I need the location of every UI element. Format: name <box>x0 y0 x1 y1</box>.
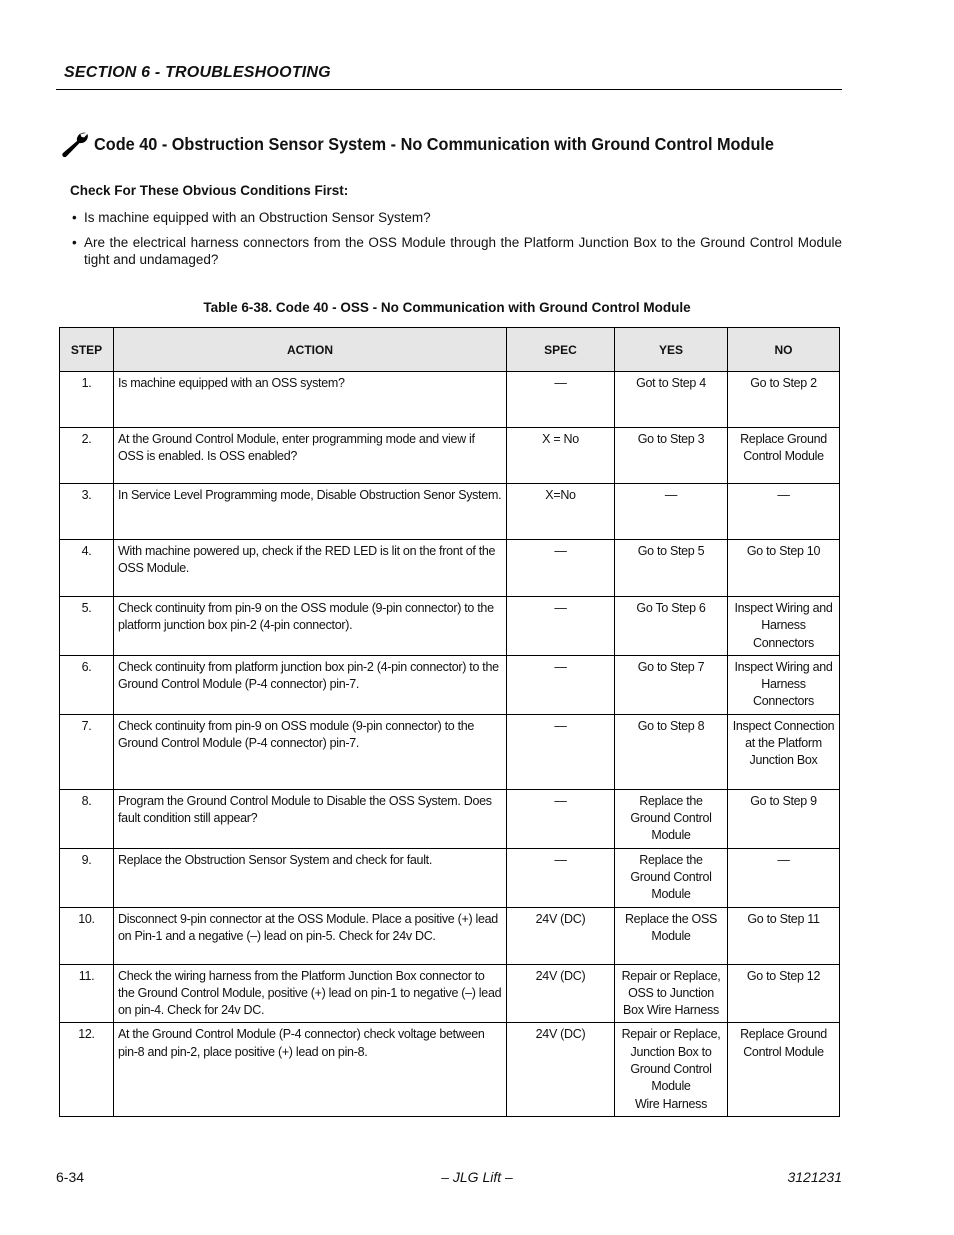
header-yes: YES <box>615 328 728 372</box>
title-block <box>60 130 825 158</box>
page-number: 6-34 <box>56 1169 85 1185</box>
no-cell: Inspect Wiring and Harness Connectors <box>728 597 840 656</box>
spec-cell: X = No <box>507 428 615 484</box>
action-cell: Check continuity from pin-9 on OSS module (9-pin connector) to the Ground Control Module (P-4 connector) pin-7. <box>114 714 507 789</box>
table-row <box>60 484 840 540</box>
action-cell: Is machine equipped with an OSS system? <box>114 372 507 428</box>
step-cell: 6. <box>60 655 114 714</box>
table-row <box>60 372 840 428</box>
spec-cell: — <box>507 597 615 656</box>
no-cell: Go to Step 11 <box>728 907 840 964</box>
yes-cell: Go to Step 7 <box>615 655 728 714</box>
bullet-item <box>72 234 842 268</box>
wrench-icon <box>60 130 90 158</box>
table-title: Table 6-38. Code 40 - OSS - No Communication with Ground Control Module <box>203 300 691 315</box>
header-spec: SPEC <box>507 328 615 372</box>
spec-cell: — <box>507 714 615 789</box>
yes-cell: Replace the OSS Module <box>615 907 728 964</box>
action-cell: In Service Level Programming mode, Disable Obstruction Senor System. <box>114 484 507 540</box>
no-cell: — <box>728 848 840 907</box>
step-cell: 2. <box>60 428 114 484</box>
step-cell: 4. <box>60 540 114 597</box>
troubleshooting-table <box>59 327 840 1117</box>
bullet-item <box>72 209 842 226</box>
spec-cell: 24V (DC) <box>507 964 615 1023</box>
table-row <box>60 907 840 964</box>
footer-brand: – JLG Lift – <box>441 1169 513 1185</box>
yes-cell: Got to Step 4 <box>615 372 728 428</box>
step-cell: 9. <box>60 848 114 907</box>
step-cell: 10. <box>60 907 114 964</box>
no-cell: Replace Ground Control Module <box>728 1023 840 1116</box>
no-cell: Go to Step 2 <box>728 372 840 428</box>
table-row <box>60 1023 840 1116</box>
action-cell: At the Ground Control Module, enter programming mode and view if OSS is enabled. Is OSS enabled? <box>114 428 507 484</box>
spec-cell: 24V (DC) <box>507 1023 615 1116</box>
spec-cell: 24V (DC) <box>507 907 615 964</box>
header-rule <box>56 89 842 90</box>
action-cell: Replace the Obstruction Sensor System and check for fault. <box>114 848 507 907</box>
step-cell: 5. <box>60 597 114 656</box>
spec-cell: — <box>507 848 615 907</box>
bullet-text: Are the electrical harness connectors from the OSS Module through the Platform Junction Box to the Ground Control Module tight and undamaged? <box>84 235 842 267</box>
table-row <box>60 714 840 789</box>
action-cell: With machine powered up, check if the RED LED is lit on the front of the OSS Module. <box>114 540 507 597</box>
table-row <box>60 848 840 907</box>
yes-cell: Replace the Ground Control Module <box>615 848 728 907</box>
table-row <box>60 789 840 848</box>
section-header: SECTION 6 - TROUBLESHOOTING <box>64 64 331 81</box>
yes-cell: Go to Step 8 <box>615 714 728 789</box>
check-heading: Check For These Obvious Conditions First: <box>70 183 349 198</box>
action-cell: Disconnect 9-pin connector at the OSS Module. Place a positive (+) lead on Pin-1 and a negative (–) lead on pin-5. Check for 24v DC. <box>114 907 507 964</box>
no-cell: Inspect Connection at the Platform Junction Box <box>728 714 840 789</box>
yes-cell: Go To Step 6 <box>615 597 728 656</box>
no-cell: Replace Ground Control Module <box>728 428 840 484</box>
step-cell: 7. <box>60 714 114 789</box>
table-row <box>60 655 840 714</box>
page-title: Code 40 - Obstruction Sensor System - No Communication with Ground Control Module <box>94 133 774 154</box>
spec-cell: — <box>507 655 615 714</box>
yes-cell: Repair or Replace, Junction Box to Ground Control Module Wire Harness <box>615 1023 728 1116</box>
action-cell: At the Ground Control Module (P-4 connector) check voltage between pin-8 and pin-2, place positive (+) lead on pin-8. <box>114 1023 507 1116</box>
spec-cell: X=No <box>507 484 615 540</box>
no-cell: Go to Step 10 <box>728 540 840 597</box>
doc-number: 3121231 <box>787 1169 842 1185</box>
spec-cell: — <box>507 540 615 597</box>
header-step: STEP <box>60 328 114 372</box>
table-row <box>60 540 840 597</box>
yes-cell: Go to Step 3 <box>615 428 728 484</box>
yes-cell: Go to Step 5 <box>615 540 728 597</box>
no-cell: Inspect Wiring and Harness Connectors <box>728 655 840 714</box>
table-row <box>60 428 840 484</box>
spec-cell: — <box>507 372 615 428</box>
header-no: NO <box>728 328 840 372</box>
action-cell: Program the Ground Control Module to Disable the OSS System. Does fault condition still appear? <box>114 789 507 848</box>
yes-cell: Repair or Replace, OSS to Junction Box Wire Harness <box>615 964 728 1023</box>
table-row <box>60 964 840 1023</box>
table-header-row <box>60 328 840 372</box>
bullet-text: Is machine equipped with an Obstruction Sensor System? <box>84 210 431 225</box>
action-cell: Check continuity from pin-9 on the OSS module (9-pin connector) to the platform junction box pin-2 (4-pin connector). <box>114 597 507 656</box>
action-cell: Check continuity from platform junction box pin-2 (4-pin connector) to the Ground Control Module (P-4 connector) pin-7. <box>114 655 507 714</box>
action-cell: Check the wiring harness from the Platform Junction Box connector to the Ground Control Module, positive (+) lead on pin-1 to negative (–) lead on pin-4. Check for 24v DC. <box>114 964 507 1023</box>
no-cell: Go to Step 9 <box>728 789 840 848</box>
no-cell: Go to Step 12 <box>728 964 840 1023</box>
step-cell: 3. <box>60 484 114 540</box>
step-cell: 8. <box>60 789 114 848</box>
table-row <box>60 597 840 656</box>
bullet-dot: • <box>72 210 77 225</box>
step-cell: 1. <box>60 372 114 428</box>
spec-cell: — <box>507 789 615 848</box>
yes-cell: — <box>615 484 728 540</box>
no-cell: — <box>728 484 840 540</box>
bullet-list <box>72 209 842 276</box>
header-action: ACTION <box>114 328 507 372</box>
step-cell: 12. <box>60 1023 114 1116</box>
yes-cell: Replace the Ground Control Module <box>615 789 728 848</box>
step-cell: 11. <box>60 964 114 1023</box>
bullet-dot: • <box>72 235 77 250</box>
